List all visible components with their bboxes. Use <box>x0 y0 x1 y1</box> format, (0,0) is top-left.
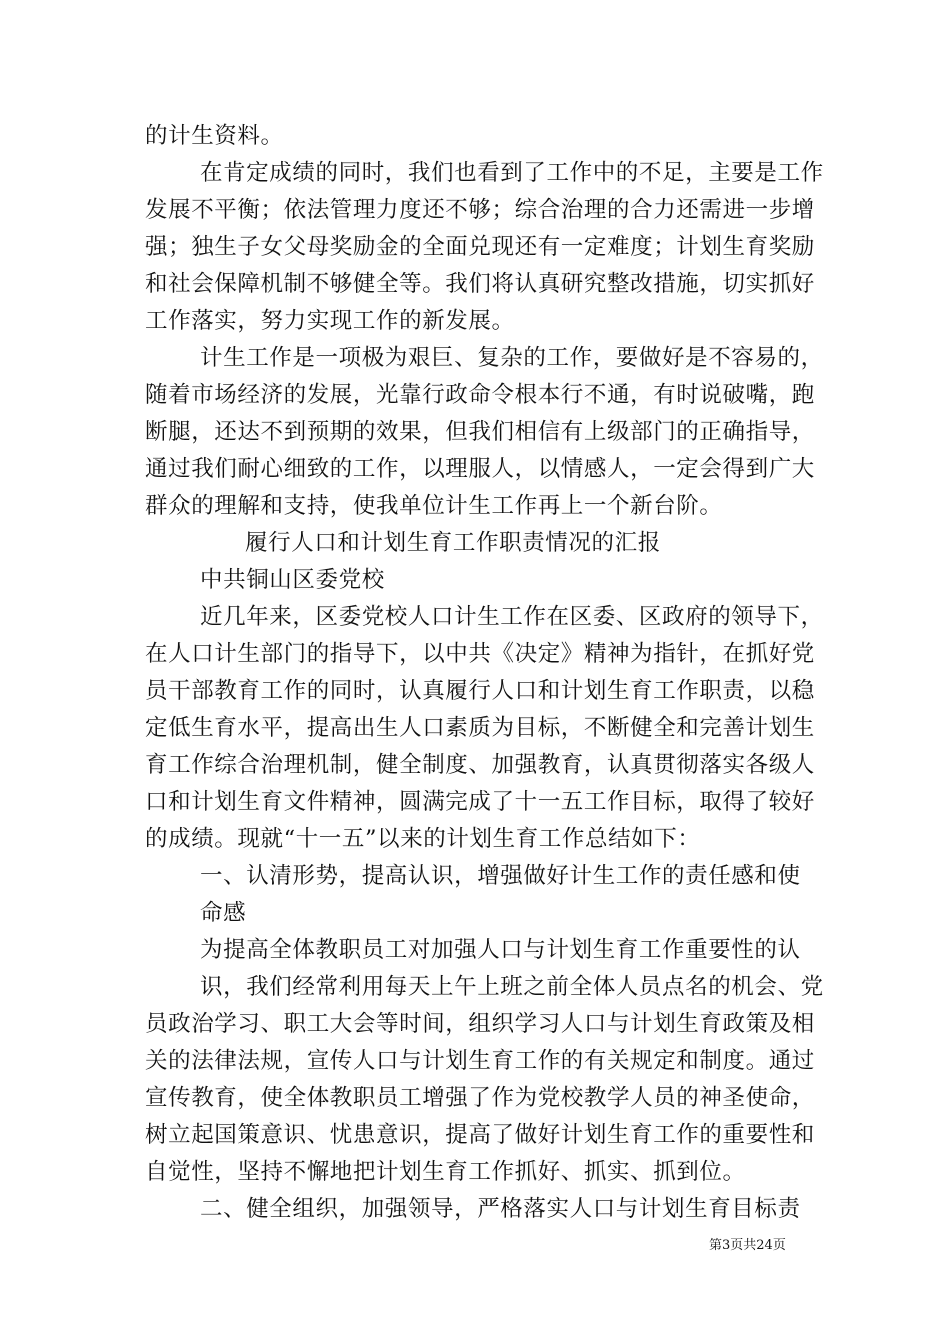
section-title: 履行人口和计划生育工作职责情况的汇报 <box>245 530 661 556</box>
text-line: 为提高全体教职员工对加强人口与计划生育工作重要性的认 <box>200 937 801 963</box>
text-line: 断腿，还达不到预期的效果，但我们相信有上级部门的正确指导， <box>145 419 815 445</box>
text-line: 计生工作是一项极为艰巨、复杂的工作，要做好是不容易的， <box>200 345 824 371</box>
organization-name: 中共铜山区委党校 <box>200 567 385 593</box>
text-line: 口和计划生育文件精神，圆满完成了十一五工作目标，取得了较好 <box>145 789 815 815</box>
heading-line: 二、健全组织，加强领导，严格落实人口与计划生育目标责 <box>200 1196 801 1222</box>
text-line: 强；独生子女父母奖励金的全面兑现还有一定难度；计划生育奖励 <box>145 234 815 260</box>
text-line: 工作落实，努力实现工作的新发展。 <box>145 308 515 334</box>
text-line: 员干部教育工作的同时，认真履行人口和计划生育工作职责，以稳 <box>145 678 815 704</box>
text-line: 树立起国策意识、忧患意识，提高了做好计划生育工作的重要性和 <box>145 1122 815 1148</box>
text-line: 自觉性，坚持不懈地把计划生育工作抓好、抓实、抓到位。 <box>145 1159 746 1185</box>
text-line: 关的法律法规，宣传人口与计划生育工作的有关规定和制度。通过 <box>145 1048 815 1074</box>
heading-line: 命感 <box>200 900 247 926</box>
text-line: 通过我们耐心细致的工作，以理服人，以情感人，一定会得到广大 <box>145 456 815 482</box>
heading-line: 一、认清形势，提高认识，增强做好计生工作的责任感和使 <box>200 863 801 889</box>
page-number: 第3页共24页 <box>709 1238 786 1253</box>
text-line: 群众的理解和支持，使我单位计生工作再上一个新台阶。 <box>145 493 723 519</box>
text-line: 定低生育水平，提高出生人口素质为目标，不断健全和完善计划生 <box>145 715 815 741</box>
text-line: 随着市场经济的发展，光靠行政命令根本行不通，有时说破嘴，跑 <box>145 382 815 408</box>
text-line: 在人口计生部门的指导下，以中共《决定》精神为指针，在抓好党 <box>145 641 815 667</box>
text-line: 和社会保障机制不够健全等。我们将认真研究整改措施，切实抓好 <box>145 271 815 297</box>
text-line: 在肯定成绩的同时，我们也看到了工作中的不足，主要是工作 <box>200 160 824 186</box>
text-line: 员政治学习、职工大会等时间，组织学习人口与计划生育政策及相 <box>145 1011 815 1037</box>
text-line: 近几年来，区委党校人口计生工作在区委、区政府的领导下， <box>200 604 824 630</box>
text-line: 识，我们经常利用每天上午上班之前全体人员点名的机会、党 <box>200 974 824 1000</box>
text-line: 宣传教育，使全体教职员工增强了作为党校教学人员的神圣使命， <box>145 1085 815 1111</box>
text-line: 的成绩。现就“十一五”以来的计划生育工作总结如下： <box>145 826 701 852</box>
text-line: 发展不平衡；依法管理力度还不够；综合治理的合力还需进一步增 <box>145 197 815 223</box>
text-line: 的计生资料。 <box>145 123 284 149</box>
text-line: 育工作综合治理机制，健全制度、加强教育，认真贯彻落实各级人 <box>145 752 815 778</box>
